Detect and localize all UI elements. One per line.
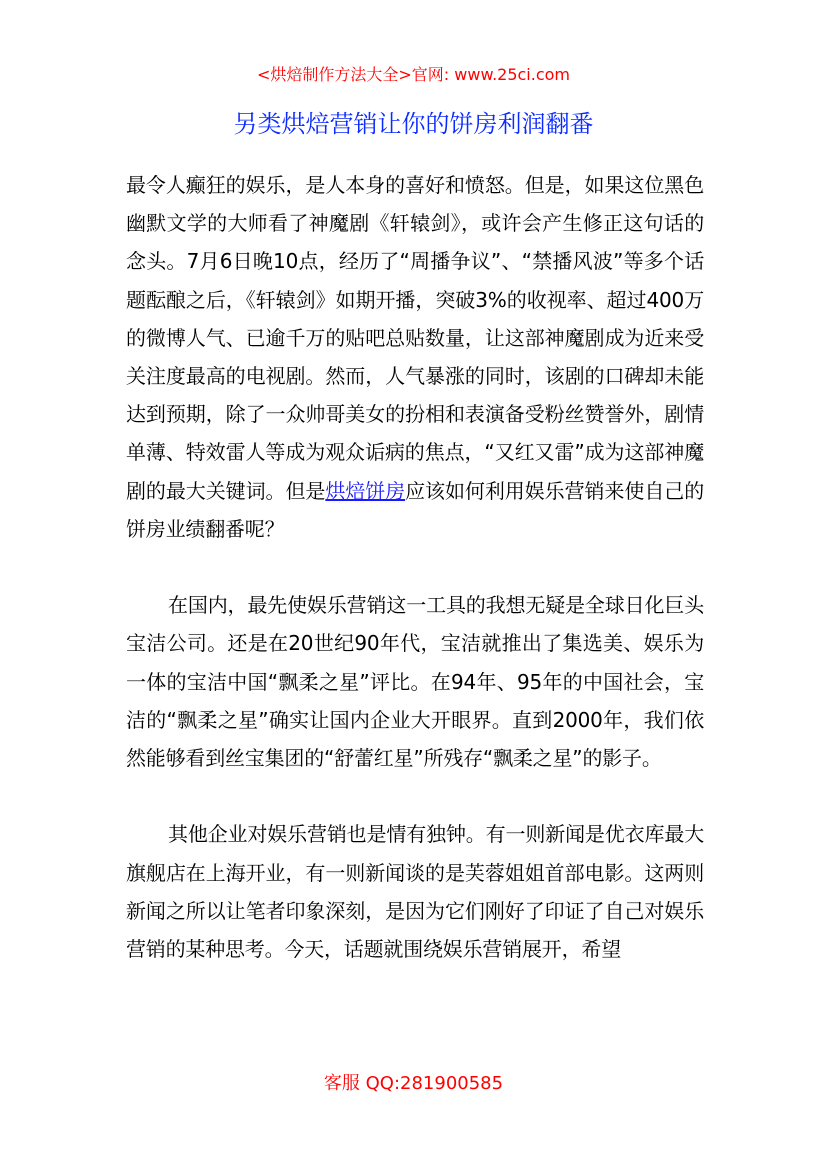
customer-service-contact: 客服 QQ:281900585 — [323, 1073, 504, 1094]
paragraph-1-text-before-link: 最令人癫狂的娱乐，是人本身的喜好和愤怒。但是，如果这位黑色幽默文学的大师看了神魔剧《轩辕剑》，或许会产生修正这句话的念头。7月6日晚10点，经历了“周播争议”、“禁播风波”等多个话题酝酿之后，《轩辕剑》如期开播，突破3%的收视率、超过400万的微博人气、已逾千万的贴吧总贴数量，让这部神魔剧成为近来受关注度最高的电视剧。然而，人气暴涨的同时，该剧的口碑却未能达到预期，除了一众帅哥美女的扮相和表演备受粉丝赞誉外，剧情单薄、特效雷人等成为观众诟病的焦点，“又红又雷”成为这部神魔剧的最大关键词。但是 — [126, 173, 704, 503]
paragraph-1 — [126, 166, 704, 548]
bakery-link[interactable]: 烘焙饼房 — [325, 478, 406, 503]
paragraph-spacer — [126, 548, 704, 586]
paragraph-2: 在国内，最先使娱乐营销这一工具的我想无疑是全球日化巨头宝洁公司。还是在20世纪90年代，宝洁就推出了集选美、娱乐为一体的宝洁中国“飘柔之星”评比。在94年、95年的中国社会，宝洁的“飘柔之星”确实让国内企业大开眼界。直到2000年，我们依然能够看到丝宝集团的“舒蕾红星”所残存“飘柔之星”的影子。 — [126, 593, 704, 771]
page-title: 另类烘焙营销让你的饼房利润翻番 — [233, 110, 594, 138]
site-header-line[interactable]: <烘焙制作方法大全>官网: www.25ci.com — [256, 65, 571, 84]
paragraph-1-text-after-link: 应该如何利用娱乐营销来使自己的饼房业绩翻番呢？ — [126, 478, 705, 541]
article-body — [126, 166, 704, 968]
paragraph-3: 其他企业对娱乐营销也是情有独钟。有一则新闻是优衣库最大旗舰店在上海开业，有一则新闻谈的是芙蓉姐姐首部电影。这两则新闻之所以让笔者印象深刻，是因为它们刚好了印证了自己对娱乐营销的某种思考。今天，话题就围绕娱乐营销展开，希望 — [126, 822, 704, 962]
paragraph-spacer — [126, 777, 704, 815]
